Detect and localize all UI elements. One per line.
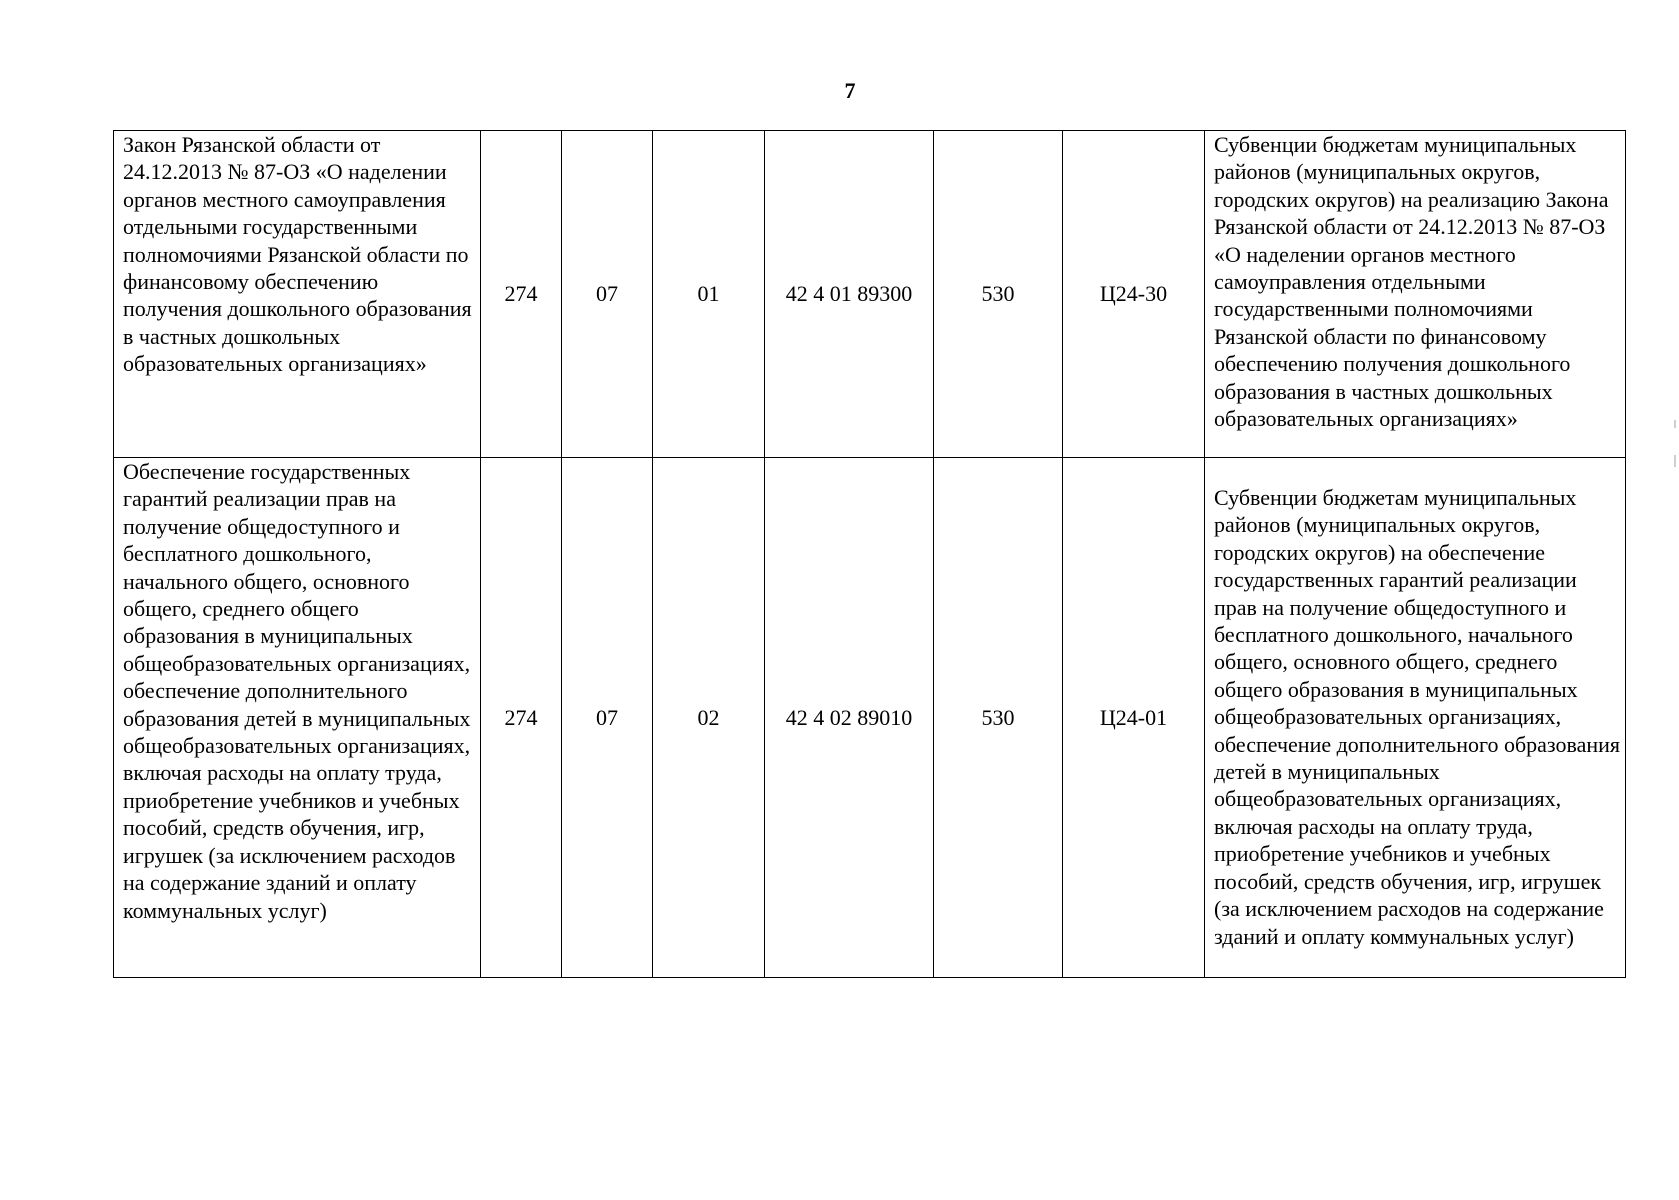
- code-cell: Ц24-01: [1063, 458, 1205, 978]
- code-cell: 530: [934, 458, 1063, 978]
- table-row: [114, 458, 1626, 978]
- row-name-cell: Обеспечение государственных гарантий реализации прав на получение общедоступного и бесплатного дошкольного, начального общего, основного общего, среднего общего образования в муниципальных общеобразовательных организациях, обеспечение дополнительного образования детей в муниципальных общеобразовательных организациях, включая расходы на оплату труда, приобретение учебников и учебных пособий, средств обучения, игр, игрушек (за исключением расходов на содержание зданий и оплату коммунальных услуг): [114, 458, 481, 978]
- table-row: [114, 131, 1626, 458]
- code-cell: 07: [562, 458, 653, 978]
- code-cell: 274: [481, 458, 562, 978]
- code-cell: Ц24-30: [1063, 131, 1205, 458]
- page-number: 7: [844, 78, 856, 103]
- row-name-cell: Закон Рязанской области от 24.12.2013 № 87-ОЗ «О наделении органов местного самоуправления отдельными государственными полномочиями Рязанской области по финансовому обеспечению получения дошкольного образования в частных дошкольных образовательных организациях»: [114, 131, 481, 458]
- code-cell: 02: [653, 458, 765, 978]
- scan-mark: [1674, 420, 1676, 428]
- code-cell: 274: [481, 131, 562, 458]
- row-description-cell: Субвенции бюджетам муниципальных районов (муниципальных округов, городских округов) на обеспечение государственных гарантий реализации прав на получение общедоступного и бесплатного дошкольного, начального общего, основного общего, среднего общего образования в муниципальных общеобразовательных организациях, обеспечение дополнительного образования детей в муниципальных общеобразовательных организациях, включая расходы на оплату труда, приобретение учебников и учебных пособий, средств обучения, игр, игрушек (за исключением расходов на содержание зданий и оплату коммунальных услуг): [1205, 458, 1626, 978]
- scan-mark: [1674, 455, 1676, 467]
- code-cell: 01: [653, 131, 765, 458]
- code-cell: 42 4 02 89010: [765, 458, 934, 978]
- budget-table: [113, 130, 1626, 978]
- row-description-cell: Субвенции бюджетам муниципальных районов (муниципальных округов, городских округов) на реализацию Закона Рязанской области от 24.12.2013 № 87-ОЗ «О наделении органов местного самоуправления отдельными государственными полномочиями Рязанской области по финансовому обеспечению получения дошкольного образования в частных дошкольных образовательных организациях»: [1205, 131, 1626, 458]
- code-cell: 530: [934, 131, 1063, 458]
- code-cell: 42 4 01 89300: [765, 131, 934, 458]
- code-cell: 07: [562, 131, 653, 458]
